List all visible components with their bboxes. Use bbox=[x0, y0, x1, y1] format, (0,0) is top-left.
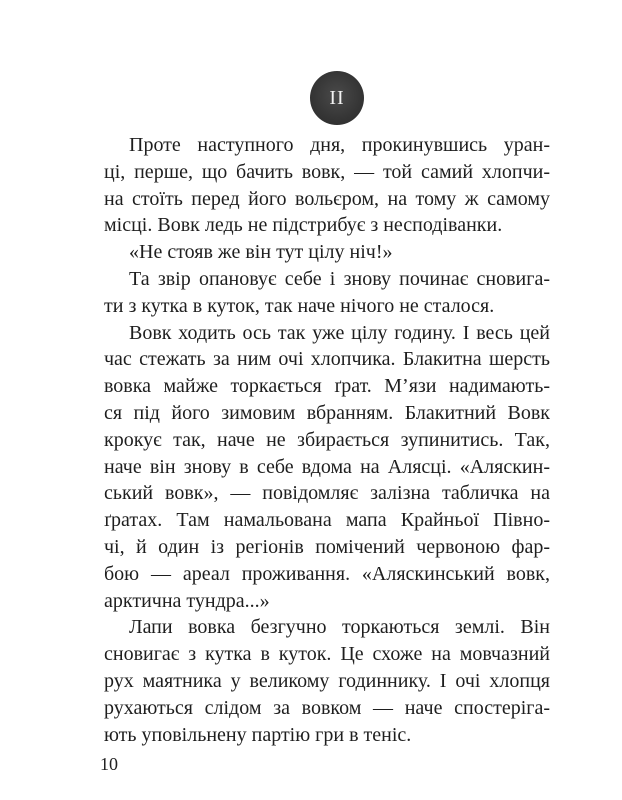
body-text bbox=[104, 132, 550, 748]
text-line: ся під його зимовим вбранням. Блакитний Вовк bbox=[104, 401, 550, 424]
text-line: ти з кутка в куток, так наче нічого не сталося. bbox=[104, 294, 495, 317]
text-line: ґратах. Там намальована мапа Крайньої Півно- bbox=[104, 509, 550, 532]
text-line: ють уповільнену партію гри в теніс. bbox=[104, 723, 412, 746]
text-line: наче він знову в себе вдома на Алясці. «Аляскин- bbox=[104, 455, 550, 478]
text-line: вовка майже торкається ґрат. М’язи надимають- bbox=[104, 375, 550, 398]
text-line: Та звір опановує себе і знову починає сновига- bbox=[129, 267, 550, 290]
text-line: бою — ареал проживання. «Аляскинський вовк, bbox=[104, 562, 550, 585]
text-line: рухаються слідом за вовком — наче спостеріга- bbox=[104, 696, 550, 719]
text-line: на стоїть перед його вольєром, на тому ж самому bbox=[104, 187, 550, 210]
text-line: рух маятника у великому годиннику. І очі хлопця bbox=[104, 669, 550, 692]
text-line: «Не стояв же він тут цілу ніч!» bbox=[129, 241, 393, 264]
text-line: місці. Вовк ледь не підстрибує з несподіванки. bbox=[104, 214, 503, 237]
text-line: час стежать за ним очі хлопчика. Блакитна шерсть bbox=[104, 348, 550, 371]
page-number: 10 bbox=[100, 754, 118, 774]
text-line: Вовк ходить ось так уже цілу годину. І весь цей bbox=[129, 321, 550, 344]
text-line: арктична тундра...» bbox=[104, 589, 270, 612]
text-line: крокує так, наче не збирається зупинитись. Так, bbox=[104, 428, 550, 451]
chapter-number: II bbox=[329, 87, 345, 109]
text-line: ці, перше, що бачить вовк, — той самий хлопчи- bbox=[104, 160, 550, 183]
text-line: сновигає з кутка в куток. Це схоже на мовчазний bbox=[104, 643, 550, 666]
text-line: Проте наступного дня, прокинувшись уран- bbox=[129, 134, 550, 156]
text-line: чі, й один із регіонів помічений червоною фар- bbox=[104, 535, 550, 558]
text-line: Лапи вовка безгучно торкаються землі. Він bbox=[129, 616, 550, 639]
chapter-number-badge bbox=[310, 71, 364, 125]
text-line: ський вовк», — повідомляє залізна табличка на bbox=[104, 482, 550, 505]
